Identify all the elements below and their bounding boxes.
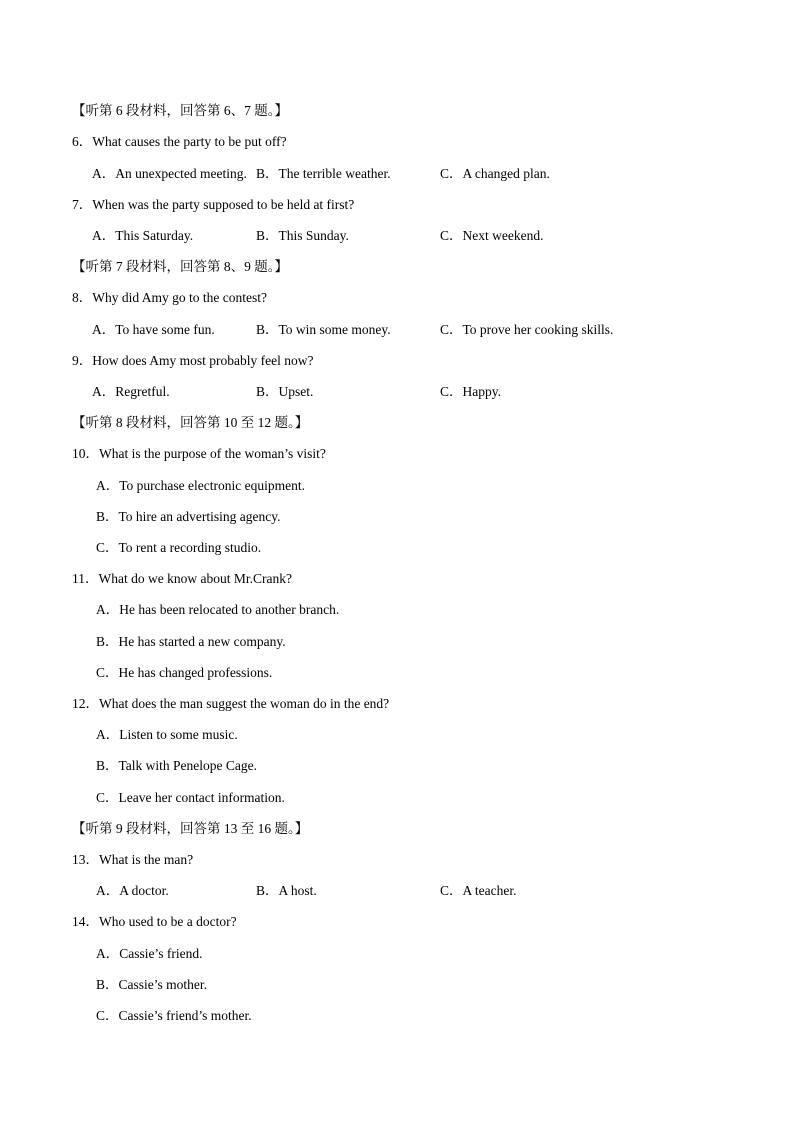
question-14-stem: 14．Who used to be a doctor? <box>72 914 237 929</box>
option-b[interactable]: B．Talk with Penelope Cage. <box>96 758 258 773</box>
option-a[interactable]: A．He has been relocated to another branch. <box>96 602 340 617</box>
option-b[interactable]: B．Upset. <box>256 384 314 399</box>
option-a[interactable]: A．To purchase electronic equipment. <box>96 478 305 493</box>
section-heading: 【听第 7 段材料，回答第 8、9 题。】 <box>72 259 288 274</box>
question-10-stem: 10．What is the purpose of the woman’s visit? <box>72 446 326 461</box>
option-c[interactable]: C．Happy. <box>440 384 501 399</box>
option-a[interactable]: A．Regretful. <box>92 384 170 399</box>
option-b[interactable]: B．To win some money. <box>256 322 391 337</box>
option-a[interactable]: A．To have some fun. <box>92 322 215 337</box>
option-c[interactable]: C．He has changed professions. <box>96 665 273 680</box>
question-13-stem: 13．What is the man? <box>72 852 194 867</box>
section-heading: 【听第 8 段材料，回答第 10 至 12 题。】 <box>72 415 309 430</box>
option-c[interactable]: C．To prove her cooking skills. <box>440 322 614 337</box>
option-c[interactable]: C．Next weekend. <box>440 228 544 243</box>
question-12-stem: 12．What does the man suggest the woman do in the end? <box>72 696 390 711</box>
option-b[interactable]: B．A host. <box>256 883 317 898</box>
option-a[interactable]: A．A doctor. <box>96 883 169 898</box>
option-b[interactable]: B．The terrible weather. <box>256 166 391 181</box>
option-a[interactable]: A．This Saturday. <box>92 228 194 243</box>
option-a[interactable]: A．Cassie’s friend. <box>96 946 203 961</box>
option-c[interactable]: C．A changed plan. <box>440 166 550 181</box>
question-9-stem: 9．How does Amy most probably feel now? <box>72 353 314 368</box>
option-c[interactable]: C．To rent a recording studio. <box>96 540 262 555</box>
option-b[interactable]: B．This Sunday. <box>256 228 349 243</box>
option-b[interactable]: B．To hire an advertising agency. <box>96 509 281 524</box>
question-8-stem: 8．Why did Amy go to the contest? <box>72 290 267 305</box>
section-heading: 【听第 6 段材料，回答第 6、7 题。】 <box>72 103 288 118</box>
option-a[interactable]: A．An unexpected meeting. <box>92 166 247 181</box>
question-11-stem: 11．What do we know about Mr.Crank? <box>72 571 292 586</box>
option-c[interactable]: C．Cassie’s friend’s mother. <box>96 1008 252 1023</box>
option-c[interactable]: C．A teacher. <box>440 883 517 898</box>
option-b[interactable]: B．Cassie’s mother. <box>96 977 207 992</box>
option-c[interactable]: C．Leave her contact information. <box>96 790 285 805</box>
option-b[interactable]: B．He has started a new company. <box>96 634 286 649</box>
question-6-stem: 6．What causes the party to be put off? <box>72 134 287 149</box>
section-heading: 【听第 9 段材料，回答第 13 至 16 题。】 <box>72 821 309 836</box>
option-a[interactable]: A．Listen to some music. <box>96 727 238 742</box>
question-7-stem: 7．When was the party supposed to be held at first? <box>72 197 355 212</box>
